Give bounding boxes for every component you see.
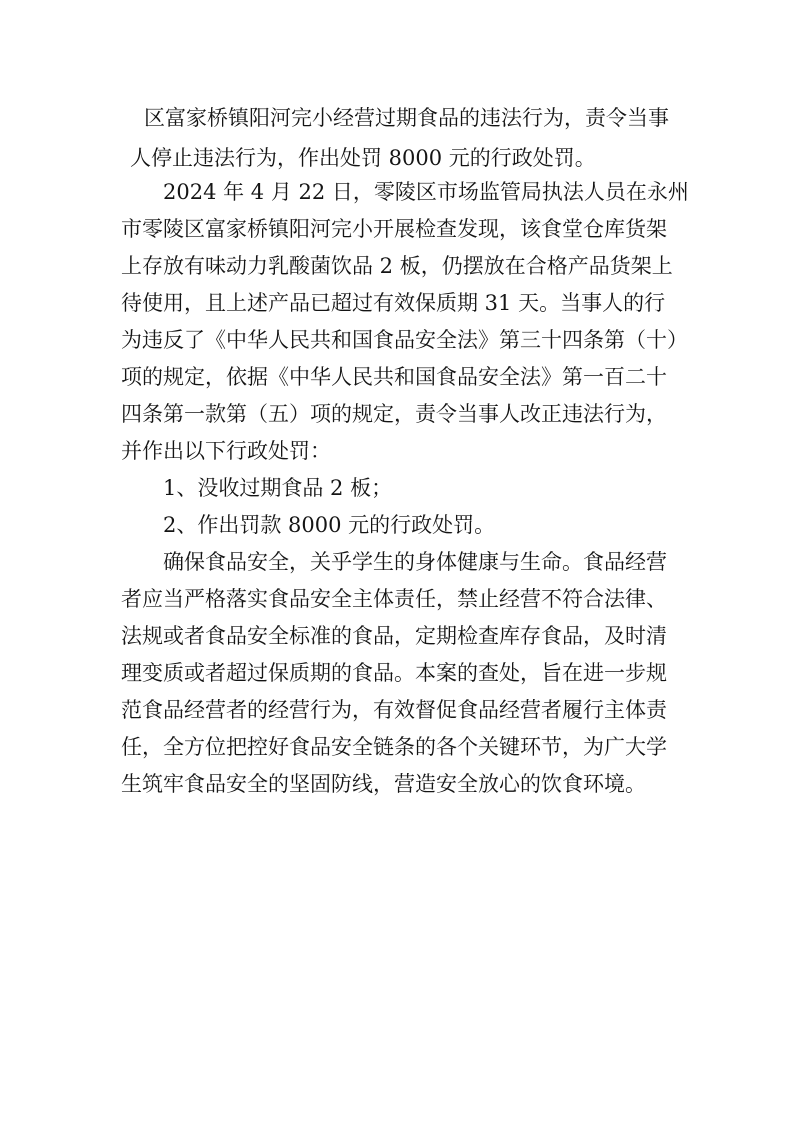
line-4: 市零陵区富家桥镇阳河完小开展检查发现，该食堂仓库货架 xyxy=(121,217,667,241)
line-19: 生筑牢食品安全的坚固防线，营造安全放心的饮食环境。 xyxy=(121,772,646,796)
line-14: 者应当严格落实食品安全主体责任，禁止经营不符合法律、 xyxy=(121,587,667,611)
line-3: 2024 年 4 月 22 日，零陵区市场监管局执法人员在永州 xyxy=(163,180,689,204)
line-15: 法规或者食品安全标准的食品，定期检查库存食品，及时清 xyxy=(121,624,667,648)
line-18: 任，全方位把控好食品安全链条的各个关键环节，为广大学 xyxy=(121,735,667,759)
list-item-2: 2、作出罚款 8000 元的行政处罚。 xyxy=(163,513,496,537)
list-item-1: 1、没收过期食品 2 板； xyxy=(163,476,393,500)
line-9: 四条第一款第（五）项的规定，责令当事人改正违法行为， xyxy=(121,402,667,426)
line-16: 理变质或者超过保质期的食品。本案的查处，旨在进一步规 xyxy=(121,661,667,685)
line-2: 人停止违法行为，作出处罚 8000 元的行政处罚。 xyxy=(130,146,596,170)
line-7: 为违反了《中华人民共和国食品安全法》第三十四条第（十） xyxy=(121,328,688,352)
line-8: 项的规定，依据《中华人民共和国食品安全法》第一百二十 xyxy=(121,365,667,389)
line-10: 并作出以下行政处罚： xyxy=(121,439,331,463)
line-1: 区富家桥镇阳河完小经营过期食品的违法行为，责令当事 xyxy=(144,106,669,130)
line-5: 上存放有味动力乳酸菌饮品 2 板，仍摆放在合格产品货架上 xyxy=(121,254,673,278)
line-17: 范食品经营者的经营行为，有效督促食品经营者履行主体责 xyxy=(121,698,667,722)
line-6: 待使用，且上述产品已超过有效保质期 31 天。当事人的行 xyxy=(121,291,666,315)
line-13: 确保食品安全，关乎学生的身体健康与生命。食品经营 xyxy=(163,550,667,574)
